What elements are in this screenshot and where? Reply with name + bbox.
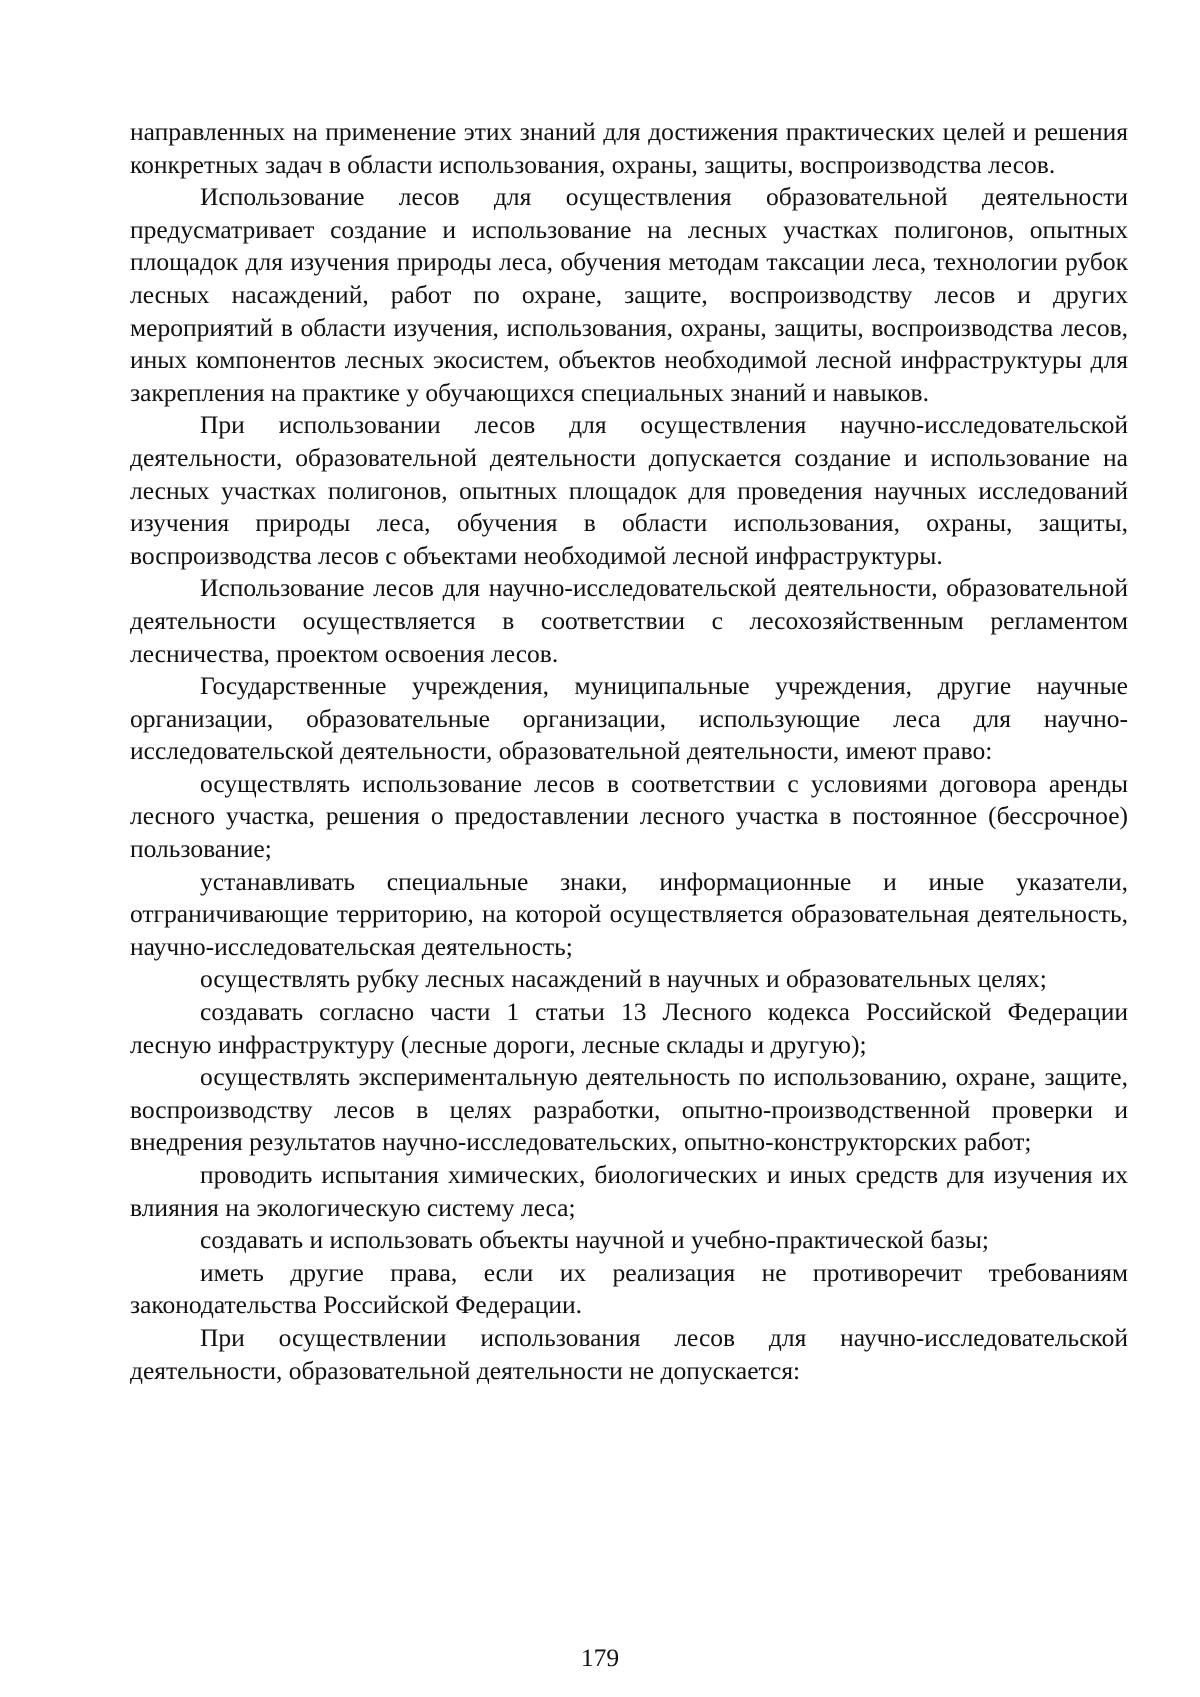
page-number: 179 [580, 1643, 620, 1672]
paragraph-education-use: Использование лесов для осуществления образовательной деятельности предусматривает создание и использование на лесных участках полигонов, опытных площадок для изучения природы леса, обучения методам таксации леса, технологии рубок лесных насаждений, работ по охране, защите, воспроизводству лесов и других мероприятий в области изучения, использования, охраны, защиты, воспроизводства лесов, иных компонентов лесных экосистем, объектов необходимой лесной инфраструктуры для закрепления на практике у обучающихся специальных знаний и навыков. [130, 182, 1128, 407]
list-item-right: создавать согласно части 1 статьи 13 Лесного кодекса Российской Федерации лесную инфраструктуру (лесные дороги, лесные склады и другую); [130, 997, 1128, 1059]
list-item-right: проводить испытания химических, биологических и иных средств для изучения их влияния на экологическую систему леса; [130, 1160, 1128, 1222]
paragraph-continuation: направленных на применение этих знаний для достижения практических целей и решения конкретных задач в области использования, охраны, защиты, воспроизводства лесов. [130, 117, 1128, 179]
list-item-right: осуществлять использование лесов в соответствии с условиями договора аренды лесного участка, решения о предоставлении лесного участка в постоянное (бессрочное) пользование; [130, 768, 1128, 864]
paragraph-prohibitions-intro: При осуществлении использования лесов для научно-исследовательской деятельности, образовательной деятельности не допускается: [130, 1322, 1128, 1385]
list-item-right: создавать и использовать объекты научной и учебно-практической базы; [200, 1225, 989, 1255]
body-text [130, 116, 1128, 1387]
paragraph-regulation: Использование лесов для научно-исследовательской деятельности, образовательной деятельности осуществляется в соответствии с лесохозяйственным регламентом лесничества, проектом освоения лесов. [130, 573, 1128, 668]
list-item-right: осуществлять экспериментальную деятельность по использованию, охране, защите, воспроизводству лесов в целях разработки, опытно-производственной проверки и внедрения результатов научно-исследовательских, опытно-конструкторских работ; [130, 1062, 1128, 1157]
paragraph-rights-intro: Государственные учреждения, муниципальные учреждения, другие научные организации, образовательные организации, использующие леса для научно-исследовательской деятельности, образовательной деятельности, имеют право: [130, 671, 1128, 766]
list-item-right: иметь другие права, если их реализация не противоречит требованиям законодательства Российской Федерации. [130, 1257, 1128, 1320]
list-item-right: осуществлять рубку лесных насаждений в научных и образовательных целях; [200, 964, 1047, 994]
list-item-right: устанавливать специальные знаки, информационные и иные указатели, отграничивающие территорию, на которой осуществляется образовательная деятельность, научно-исследовательская деятельность; [130, 866, 1128, 961]
paragraph-research-use: При использовании лесов для осуществления научно-исследовательской деятельности, образовательной деятельности допускается создание и использование на лесных участках полигонов, опытных площадок для проведения научных исследований изучения природы леса, обучения в области использования, охраны, защиты, воспроизводства лесов с объектами необходимой лесной инфраструктуры. [130, 410, 1128, 570]
